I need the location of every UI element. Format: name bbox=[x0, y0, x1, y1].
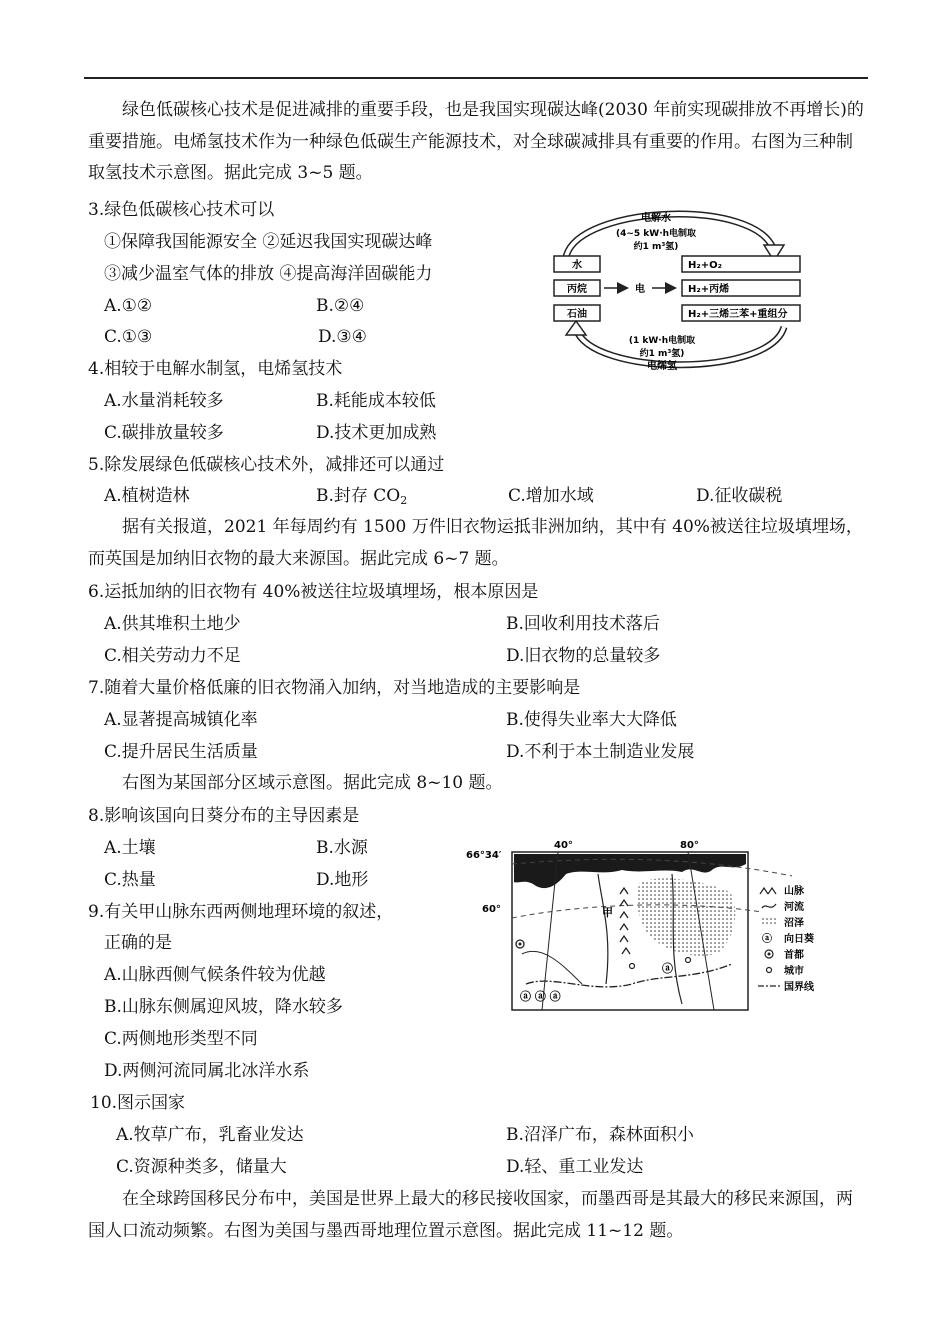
question-8-option-c: C.热量 bbox=[104, 870, 156, 890]
question-10-option-d: D.轻、重工业发达 bbox=[506, 1157, 644, 1177]
question-6-option-a: A.供其堆积土地少 bbox=[104, 614, 241, 634]
electricity-label: 电 bbox=[635, 284, 645, 295]
question-9-option-d: D.两侧河流同属北冰洋水系 bbox=[104, 1061, 310, 1081]
question-4-option-b: B.耗能成本较低 bbox=[316, 391, 436, 411]
lat-66-label: 66°34′ bbox=[466, 850, 502, 861]
top-label-3: 约1 m³氢) bbox=[633, 242, 679, 252]
lon-40-label: 40° bbox=[554, 840, 573, 851]
box-h2-o2-label: H₂+O₂ bbox=[688, 260, 723, 271]
box-oil-label: 石油 bbox=[567, 309, 587, 320]
question-9-option-b: B.山脉东侧属迎风坡，降水较多 bbox=[104, 997, 343, 1017]
question-3-option-a: A.①② bbox=[104, 296, 153, 316]
question-3-option-b: B.②④ bbox=[316, 296, 365, 316]
question-9-stem-2: 正确的是 bbox=[104, 933, 172, 953]
intro-paragraph-3: 右图为某国部分区域示意图。据此完成 8~10 题。 bbox=[122, 773, 503, 793]
legend-city: 城市 bbox=[784, 966, 804, 977]
question-6-option-b: B.回收利用技术落后 bbox=[506, 614, 660, 634]
question-3-option-c: C.①③ bbox=[104, 327, 153, 347]
question-8-option-d: D.地形 bbox=[316, 870, 369, 890]
question-4-option-a: A.水量消耗较多 bbox=[104, 391, 224, 411]
sunflower-mark: ⓐ ⓐ ⓐ bbox=[520, 990, 561, 1003]
question-10-option-b: B.沼泽广布，森林面积小 bbox=[506, 1125, 694, 1145]
question-10-stem: 10.图示国家 bbox=[90, 1093, 186, 1113]
question-4-stem: 4.相较于电解水制氢，电烯氢技术 bbox=[88, 359, 343, 379]
question-6-stem: 6.运抵加纳的旧衣物有 40%被送往垃圾填埋场，根本原因是 bbox=[88, 582, 539, 602]
question-10-option-c: C.资源种类多，储量大 bbox=[116, 1157, 287, 1177]
box-propane-label: 丙烷 bbox=[567, 284, 587, 295]
box-water-label: 水 bbox=[572, 260, 582, 271]
legend-border: 国界线 bbox=[784, 982, 814, 993]
top-label-1: 电解水 bbox=[641, 213, 671, 224]
question-6-option-c: C.相关劳动力不足 bbox=[104, 646, 241, 666]
header-rule bbox=[84, 77, 868, 79]
question-5-option-d: D.征收碳税 bbox=[696, 486, 783, 506]
question-3-option-d: D.③④ bbox=[318, 327, 367, 347]
hydrogen-technology-diagram bbox=[548, 205, 808, 375]
question-5-option-a: A.植树造林 bbox=[104, 486, 190, 506]
question-6-option-d: D.旧衣物的总量较多 bbox=[506, 646, 661, 666]
question-7-stem: 7.随着大量价格低廉的旧衣物涌入加纳，对当地造成的主要影响是 bbox=[88, 678, 581, 698]
svg-text:ⓐ: ⓐ bbox=[762, 934, 772, 945]
question-10-option-a: A.牧草广布，乳畜业发达 bbox=[116, 1125, 304, 1145]
question-5-option-b: B.封存 $CO_2$ bbox=[316, 486, 408, 507]
question-7-option-a: A.显著提高城镇化率 bbox=[104, 710, 258, 730]
legend-capital: 首都 bbox=[784, 950, 804, 961]
question-7-option-d: D.不利于本土制造业发展 bbox=[506, 742, 695, 762]
bottom-label-2: 约1 m³氢) bbox=[639, 349, 685, 359]
question-4-option-c: C.碳排放量较多 bbox=[104, 423, 224, 443]
regional-map bbox=[462, 834, 834, 1016]
question-3-stem: 3.绿色低碳核心技术可以 bbox=[88, 200, 275, 220]
top-label-2: (4~5 kW·h电制取 bbox=[615, 229, 697, 239]
map-legend bbox=[758, 884, 815, 993]
lat-60-label: 60° bbox=[482, 904, 501, 915]
question-5-stem: 5.除发展绿色低碳核心技术外，减排还可以通过 bbox=[88, 455, 445, 475]
question-7-option-c: C.提升居民生活质量 bbox=[104, 742, 258, 762]
question-7-option-b: B.使得失业率大大降低 bbox=[506, 710, 677, 730]
question-9-option-a: A.山脉西侧气候条件较为优越 bbox=[104, 965, 326, 985]
question-8-option-b: B.水源 bbox=[316, 838, 368, 858]
question-9-stem-1: 9.有关甲山脉东西两侧地理环境的叙述， bbox=[88, 902, 394, 922]
question-4-option-d: D.技术更加成熟 bbox=[316, 423, 437, 443]
legend-mountain: 山脉 bbox=[784, 886, 804, 897]
intro-paragraph-2: 据有关报道，2021 年每周约有 1500 万件旧衣物运抵非洲加纳，其中有 40%被送往垃圾填埋场，而英国是加纳旧衣物的最大来源国。据此完成 6~7 题。 bbox=[88, 517, 863, 569]
question-5-option-c: C.增加水域 bbox=[508, 486, 594, 506]
box-h2-propylene-label: H₂+丙烯 bbox=[688, 284, 730, 295]
lon-80-label: 80° bbox=[680, 840, 699, 851]
legend-river: 河流 bbox=[784, 902, 804, 913]
legend-sunflower: 向日葵 bbox=[784, 934, 814, 945]
question-3-items-1: ①保障我国能源安全 ②延迟我国实现碳达峰 bbox=[104, 232, 433, 252]
question-9-option-c: C.两侧地形类型不同 bbox=[104, 1029, 258, 1049]
legend-swamp: 沼泽 bbox=[784, 918, 804, 929]
box-h2-mix-label: H₂+三烯三苯+重组分 bbox=[688, 309, 788, 320]
question-8-stem: 8.影响该国向日葵分布的主导因素是 bbox=[88, 806, 360, 826]
intro-paragraph-4: 在全球跨国移民分布中，美国是世界上最大的移民接收国家，而墨西哥是其最大的移民来源国，两国人口流动频繁。右图为美国与墨西哥地理位置示意图。据此完成 11~12 题。 bbox=[88, 1189, 853, 1241]
jia-label: 甲 bbox=[602, 906, 613, 919]
bottom-label-1: (1 kW·h电制取 bbox=[628, 336, 696, 346]
question-8-option-a: A.土壤 bbox=[104, 838, 156, 858]
question-3-items-2: ③减少温室气体的排放 ④提高海洋固碳能力 bbox=[104, 264, 433, 284]
svg-text:ⓐ: ⓐ bbox=[662, 962, 673, 975]
bottom-label-3: 电烯氢 bbox=[647, 361, 677, 372]
intro-paragraph-1: 绿色低碳核心技术是促进减排的重要手段，也是我国实现碳达峰(2030 年前实现碳排放不再增长)的重要措施。电烯氢技术作为一种绿色低碳生产能源技术，对全球碳减排具有重要的作用。右图为三种制取氢技术示意图。据此完成 3~5 题。 bbox=[88, 100, 864, 183]
